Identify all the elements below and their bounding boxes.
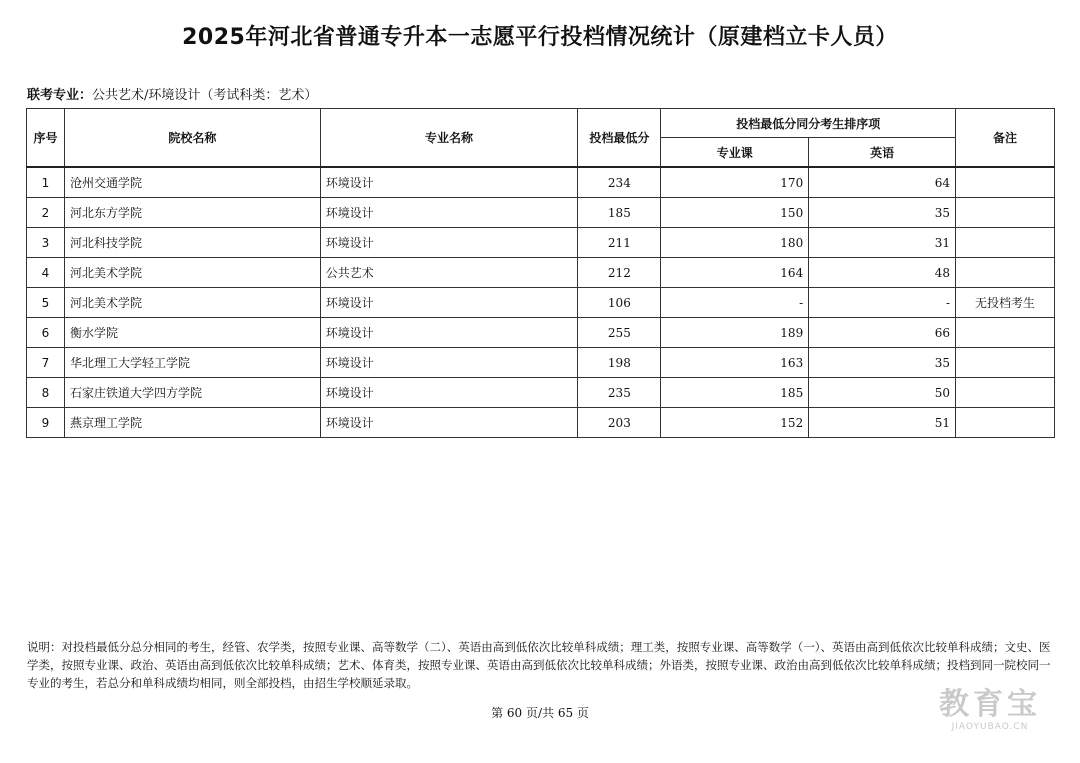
- cell-remark: [956, 348, 1055, 378]
- table-row: [27, 258, 1055, 288]
- cell-major-course: -: [661, 288, 809, 318]
- header-major-course: 专业课: [661, 138, 809, 168]
- footnote: 说明：对投档最低分总分相同的考生，经管、农学类，按照专业课、高等数学（二）、英语由高到低依次比较单科成绩；理工类，按照专业课、高等数学（一）、英语由高到低依次比较单科成绩；文史、医学类，按照专业课、政治、英语由高到低依次比较单科成绩；艺术、体育类，按照专业课、英语由高到低依次比较单科成绩；外语类，按照专业课、政治由高到低依次比较单科成绩；投档到同一院校同一专业的考生，若总分和单科成绩均相同，则全部投档，由招生学校顺延录取。: [27, 640, 1051, 690]
- header-school: 院校名称: [64, 109, 320, 168]
- cell-major: 环境设计: [320, 198, 578, 228]
- cell-min-score: 106: [578, 288, 661, 318]
- cell-school: 河北东方学院: [64, 198, 320, 228]
- page-number: 第 60 页/共 65 页: [491, 706, 589, 720]
- cell-min-score: 255: [578, 318, 661, 348]
- cell-remark: [956, 228, 1055, 258]
- header-tiebreak-group: 投档最低分同分考生排序项: [661, 109, 956, 138]
- table-row: [27, 348, 1055, 378]
- header-index: 序号: [27, 109, 65, 168]
- table-row: [27, 167, 1055, 198]
- cell-major: 环境设计: [320, 228, 578, 258]
- cell-major: 环境设计: [320, 167, 578, 198]
- cell-english: 48: [809, 258, 956, 288]
- cell-index: 2: [27, 198, 65, 228]
- cell-index: 5: [27, 288, 65, 318]
- cell-major: 环境设计: [320, 408, 578, 438]
- watermark-sub-text: JIAOYUBAO.CN: [951, 722, 1029, 732]
- cell-major: 环境设计: [320, 378, 578, 408]
- cell-school: 河北美术学院: [64, 288, 320, 318]
- cell-min-score: 198: [578, 348, 661, 378]
- cell-index: 8: [27, 378, 65, 408]
- cell-major-course: 150: [661, 198, 809, 228]
- cell-index: 7: [27, 348, 65, 378]
- cell-index: 3: [27, 228, 65, 258]
- admission-table: [26, 108, 1055, 438]
- cell-english: 51: [809, 408, 956, 438]
- cell-remark: 无投档考生: [956, 288, 1055, 318]
- cell-school: 燕京理工学院: [64, 408, 320, 438]
- cell-index: 6: [27, 318, 65, 348]
- cell-remark: [956, 198, 1055, 228]
- subject-label: 联考专业：: [27, 88, 93, 103]
- cell-major: 环境设计: [320, 288, 578, 318]
- cell-index: 9: [27, 408, 65, 438]
- cell-major-course: 185: [661, 378, 809, 408]
- cell-school: 石家庄铁道大学四方学院: [64, 378, 320, 408]
- cell-index: 1: [27, 167, 65, 198]
- cell-english: 31: [809, 228, 956, 258]
- table-header-row: [27, 109, 1055, 138]
- cell-english: 66: [809, 318, 956, 348]
- table-row: [27, 378, 1055, 408]
- cell-min-score: 212: [578, 258, 661, 288]
- cell-min-score: 211: [578, 228, 661, 258]
- watermark-logo: [915, 688, 1065, 748]
- subject-value: 公共艺术/环境设计（考试科类：艺术）: [92, 88, 318, 103]
- cell-major: 环境设计: [320, 318, 578, 348]
- subject-line: [27, 84, 317, 103]
- header-english: 英语: [809, 138, 956, 168]
- table-row: [27, 408, 1055, 438]
- cell-english: 64: [809, 167, 956, 198]
- cell-major-course: 163: [661, 348, 809, 378]
- cell-school: 衡水学院: [64, 318, 320, 348]
- cell-remark: [956, 378, 1055, 408]
- header-remark: 备注: [956, 109, 1055, 168]
- header-major: 专业名称: [320, 109, 578, 168]
- cell-english: 50: [809, 378, 956, 408]
- cell-school: 河北美术学院: [64, 258, 320, 288]
- table-body: [27, 167, 1055, 438]
- cell-remark: [956, 167, 1055, 198]
- cell-english: -: [809, 288, 956, 318]
- watermark-main-text: 教育宝: [939, 687, 1041, 722]
- table-row: [27, 198, 1055, 228]
- table-row: [27, 288, 1055, 318]
- cell-school: 沧州交通学院: [64, 167, 320, 198]
- cell-major-course: 180: [661, 228, 809, 258]
- cell-major-course: 152: [661, 408, 809, 438]
- table-row: [27, 228, 1055, 258]
- cell-school: 河北科技学院: [64, 228, 320, 258]
- cell-major-course: 189: [661, 318, 809, 348]
- cell-major: 环境设计: [320, 348, 578, 378]
- cell-english: 35: [809, 348, 956, 378]
- header-min-score: 投档最低分: [578, 109, 661, 168]
- cell-major-course: 170: [661, 167, 809, 198]
- cell-remark: [956, 408, 1055, 438]
- cell-min-score: 234: [578, 167, 661, 198]
- cell-remark: [956, 318, 1055, 348]
- cell-min-score: 235: [578, 378, 661, 408]
- cell-school: 华北理工大学轻工学院: [64, 348, 320, 378]
- cell-major-course: 164: [661, 258, 809, 288]
- cell-min-score: 203: [578, 408, 661, 438]
- cell-english: 35: [809, 198, 956, 228]
- cell-remark: [956, 258, 1055, 288]
- cell-min-score: 185: [578, 198, 661, 228]
- table-row: [27, 318, 1055, 348]
- cell-major: 公共艺术: [320, 258, 578, 288]
- cell-index: 4: [27, 258, 65, 288]
- page-title: 2025年河北省普通专升本一志愿平行投档情况统计（原建档立卡人员）: [182, 25, 898, 50]
